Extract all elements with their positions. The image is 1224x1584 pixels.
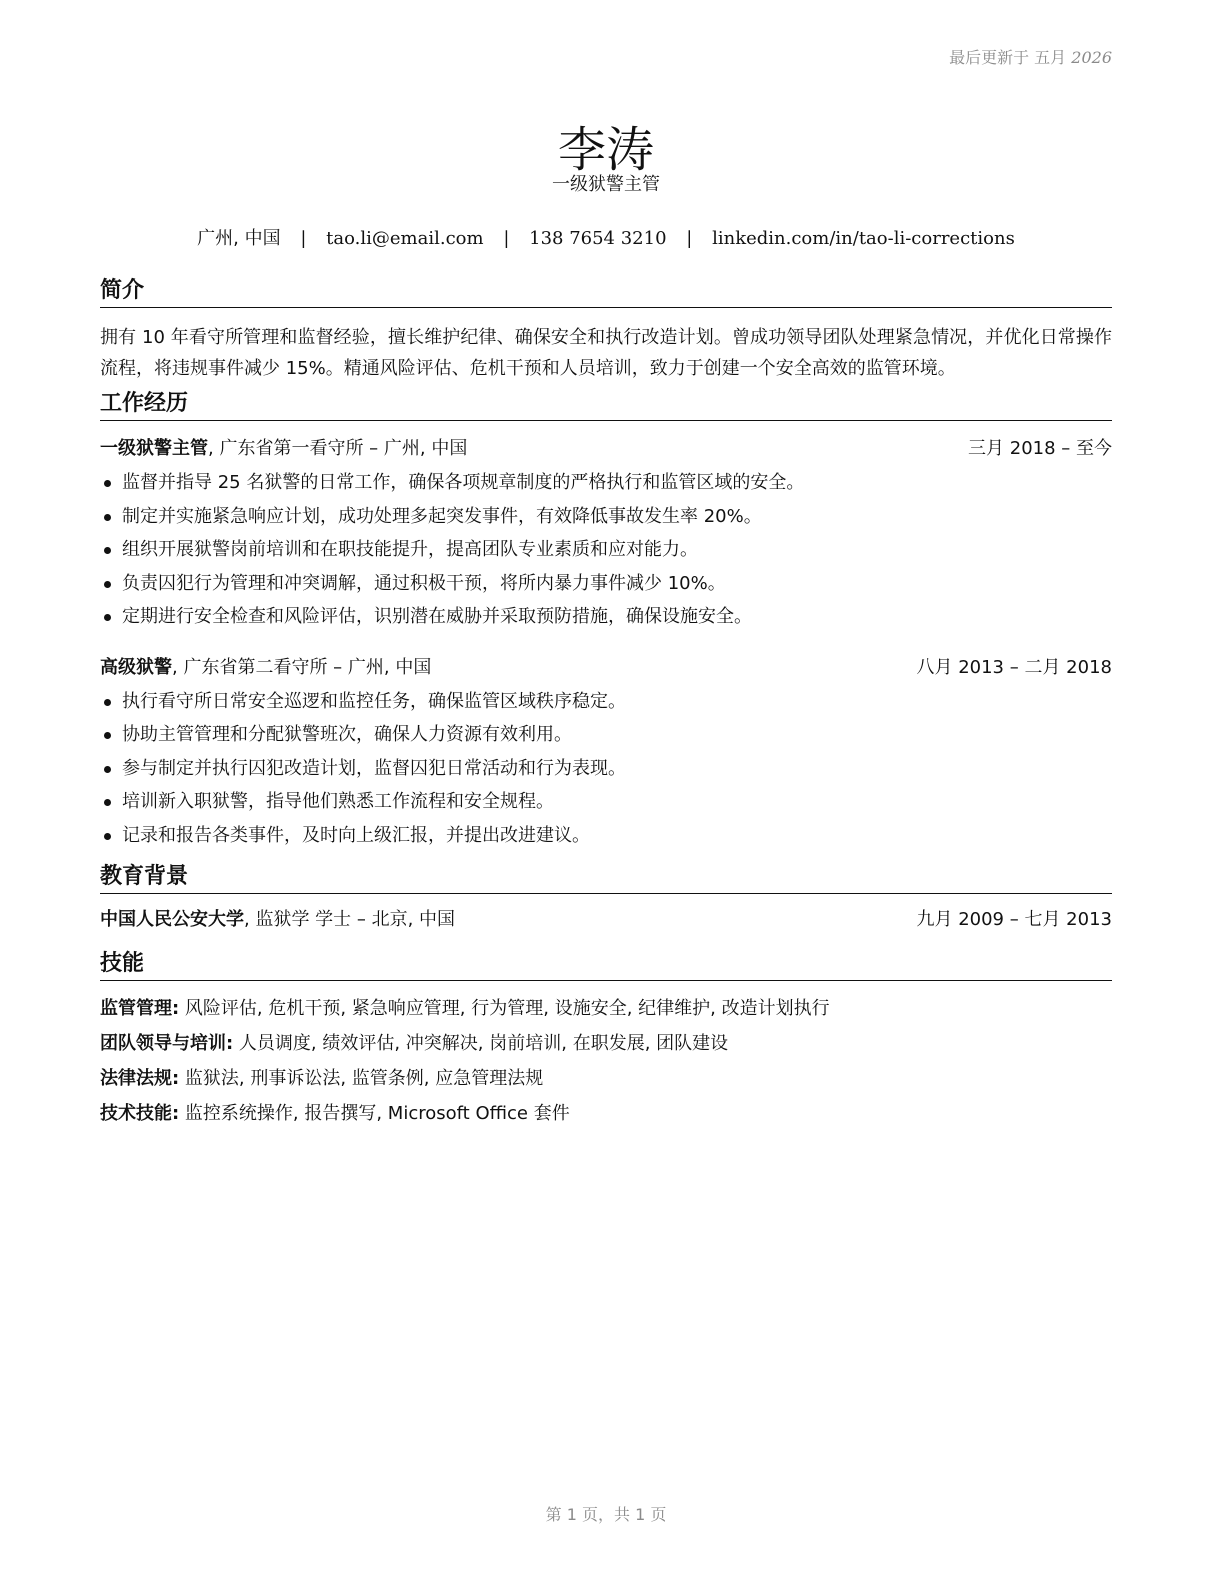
- job-bullet: 监督并指导 25 名狱警的日常工作，确保各项规章制度的严格执行和监管区域的安全。: [100, 466, 1112, 500]
- skills-section: [100, 950, 1112, 1131]
- job-bullet: 负责囚犯行为管理和冲突调解，通过积极干预，将所内暴力事件减少 10%。: [100, 567, 1112, 601]
- job-bullet: 组织开展狱警岗前培训和在职技能提升，提高团队专业素质和应对能力。: [100, 533, 1112, 567]
- section-heading-education: 教育背景: [100, 863, 1112, 894]
- education-dates: 九月 2009 – 七月 2013: [916, 909, 1112, 930]
- last-updated-year: 2026: [1071, 48, 1112, 67]
- job-entry: [100, 436, 1112, 634]
- experience-section: [100, 390, 1112, 852]
- contact-linkedin[interactable]: linkedin.com/in/tao-li-corrections: [712, 228, 1015, 249]
- summary-section: [100, 277, 1112, 384]
- skill-value: 监狱法, 刑事诉讼法, 监管条例, 应急管理法规: [179, 1068, 544, 1089]
- skill-line: [100, 991, 1112, 1026]
- job-bullet: 定期进行安全检查和风险评估，识别潜在威胁并采取预防措施，确保设施安全。: [100, 600, 1112, 634]
- skill-label: 团队领导与培训:: [100, 1033, 234, 1054]
- last-updated: [949, 45, 1112, 68]
- skill-label: 技术技能:: [100, 1103, 180, 1124]
- skill-line: [100, 1026, 1112, 1061]
- contact-location: 广州, 中国: [197, 228, 281, 249]
- page-footer: 第 1 页，共 1 页: [545, 1505, 667, 1524]
- job-role: 一级狱警主管: [100, 438, 208, 459]
- education-school: 中国人民公安大学: [100, 909, 244, 930]
- contact-line: [100, 224, 1112, 250]
- job-bullet: 记录和报告各类事件，及时向上级汇报，并提出改进建议。: [100, 819, 1112, 853]
- contact-phone[interactable]: 138 7654 3210: [529, 228, 667, 249]
- skill-label: 法律法规:: [100, 1068, 180, 1089]
- skill-label: 监管管理:: [100, 998, 180, 1019]
- skill-line: [100, 1061, 1112, 1096]
- section-heading-experience: 工作经历: [100, 390, 1112, 421]
- job-bullet: 参与制定并执行囚犯改造计划，监督囚犯日常活动和行为表现。: [100, 752, 1112, 786]
- job-header: [100, 436, 1112, 462]
- job-bullet: 培训新入职狱警，指导他们熟悉工作流程和安全规程。: [100, 785, 1112, 819]
- job-dates: 三月 2018 – 至今: [968, 438, 1112, 459]
- section-heading-summary: 简介: [100, 277, 1112, 308]
- skill-value: 人员调度, 绩效评估, 冲突解决, 岗前培训, 在职发展, 团队建设: [233, 1033, 729, 1054]
- job-org: , 广东省第一看守所 – 广州, 中国: [208, 438, 468, 459]
- job-heading: [100, 655, 431, 681]
- job-header: [100, 655, 1112, 681]
- education-section: [100, 863, 1112, 933]
- contact-email[interactable]: tao.li@email.com: [326, 228, 484, 249]
- education-detail: , 监狱学 学士 – 北京, 中国: [244, 909, 456, 930]
- section-heading-skills: 技能: [100, 950, 1112, 981]
- job-bullet: 执行看守所日常安全巡逻和监控任务，确保监管区域秩序稳定。: [100, 685, 1112, 719]
- job-bullets: [100, 466, 1112, 634]
- education-entry: [100, 907, 1112, 933]
- job-heading: [100, 436, 467, 462]
- job-dates: 八月 2013 – 二月 2018: [916, 656, 1112, 678]
- contact-separator: |: [503, 228, 510, 249]
- summary-text: 拥有 10 年看守所管理和监督经验，擅长维护纪律、确保安全和执行改造计划。曾成功领导团队处理紧急情况，并优化日常操作流程，将违规事件减少 15%。精通风险评估、危机干预和人员培训，致力于创建一个安全高效的监管环境。: [100, 327, 1112, 379]
- education-heading: [100, 907, 455, 933]
- job-role: 高级狱警: [100, 656, 172, 678]
- contact-separator: |: [300, 228, 307, 249]
- candidate-name: 李涛: [557, 122, 654, 179]
- skills-list: [100, 991, 1112, 1131]
- job-entry: [100, 655, 1112, 853]
- skill-value: 监控系统操作, 报告撰写, Microsoft Office 套件: [179, 1103, 570, 1124]
- job-bullet: 制定并实施紧急响应计划，成功处理多起突发事件，有效降低事故发生率 20%。: [100, 500, 1112, 534]
- candidate-title: 一级狱警主管: [552, 174, 660, 195]
- skill-value: 风险评估, 危机干预, 紧急响应管理, 行为管理, 设施安全, 纪律维护, 改造计划执行: [179, 998, 830, 1019]
- skill-line: [100, 1096, 1112, 1131]
- job-org: , 广东省第二看守所 – 广州, 中国: [172, 656, 432, 678]
- job-bullets: [100, 685, 1112, 853]
- job-bullet: 协助主管管理和分配狱警班次，确保人力资源有效利用。: [100, 718, 1112, 752]
- last-updated-prefix: 最后更新于 五月: [949, 48, 1067, 67]
- contact-separator: |: [686, 228, 693, 249]
- resume-page: [100, 0, 1112, 1584]
